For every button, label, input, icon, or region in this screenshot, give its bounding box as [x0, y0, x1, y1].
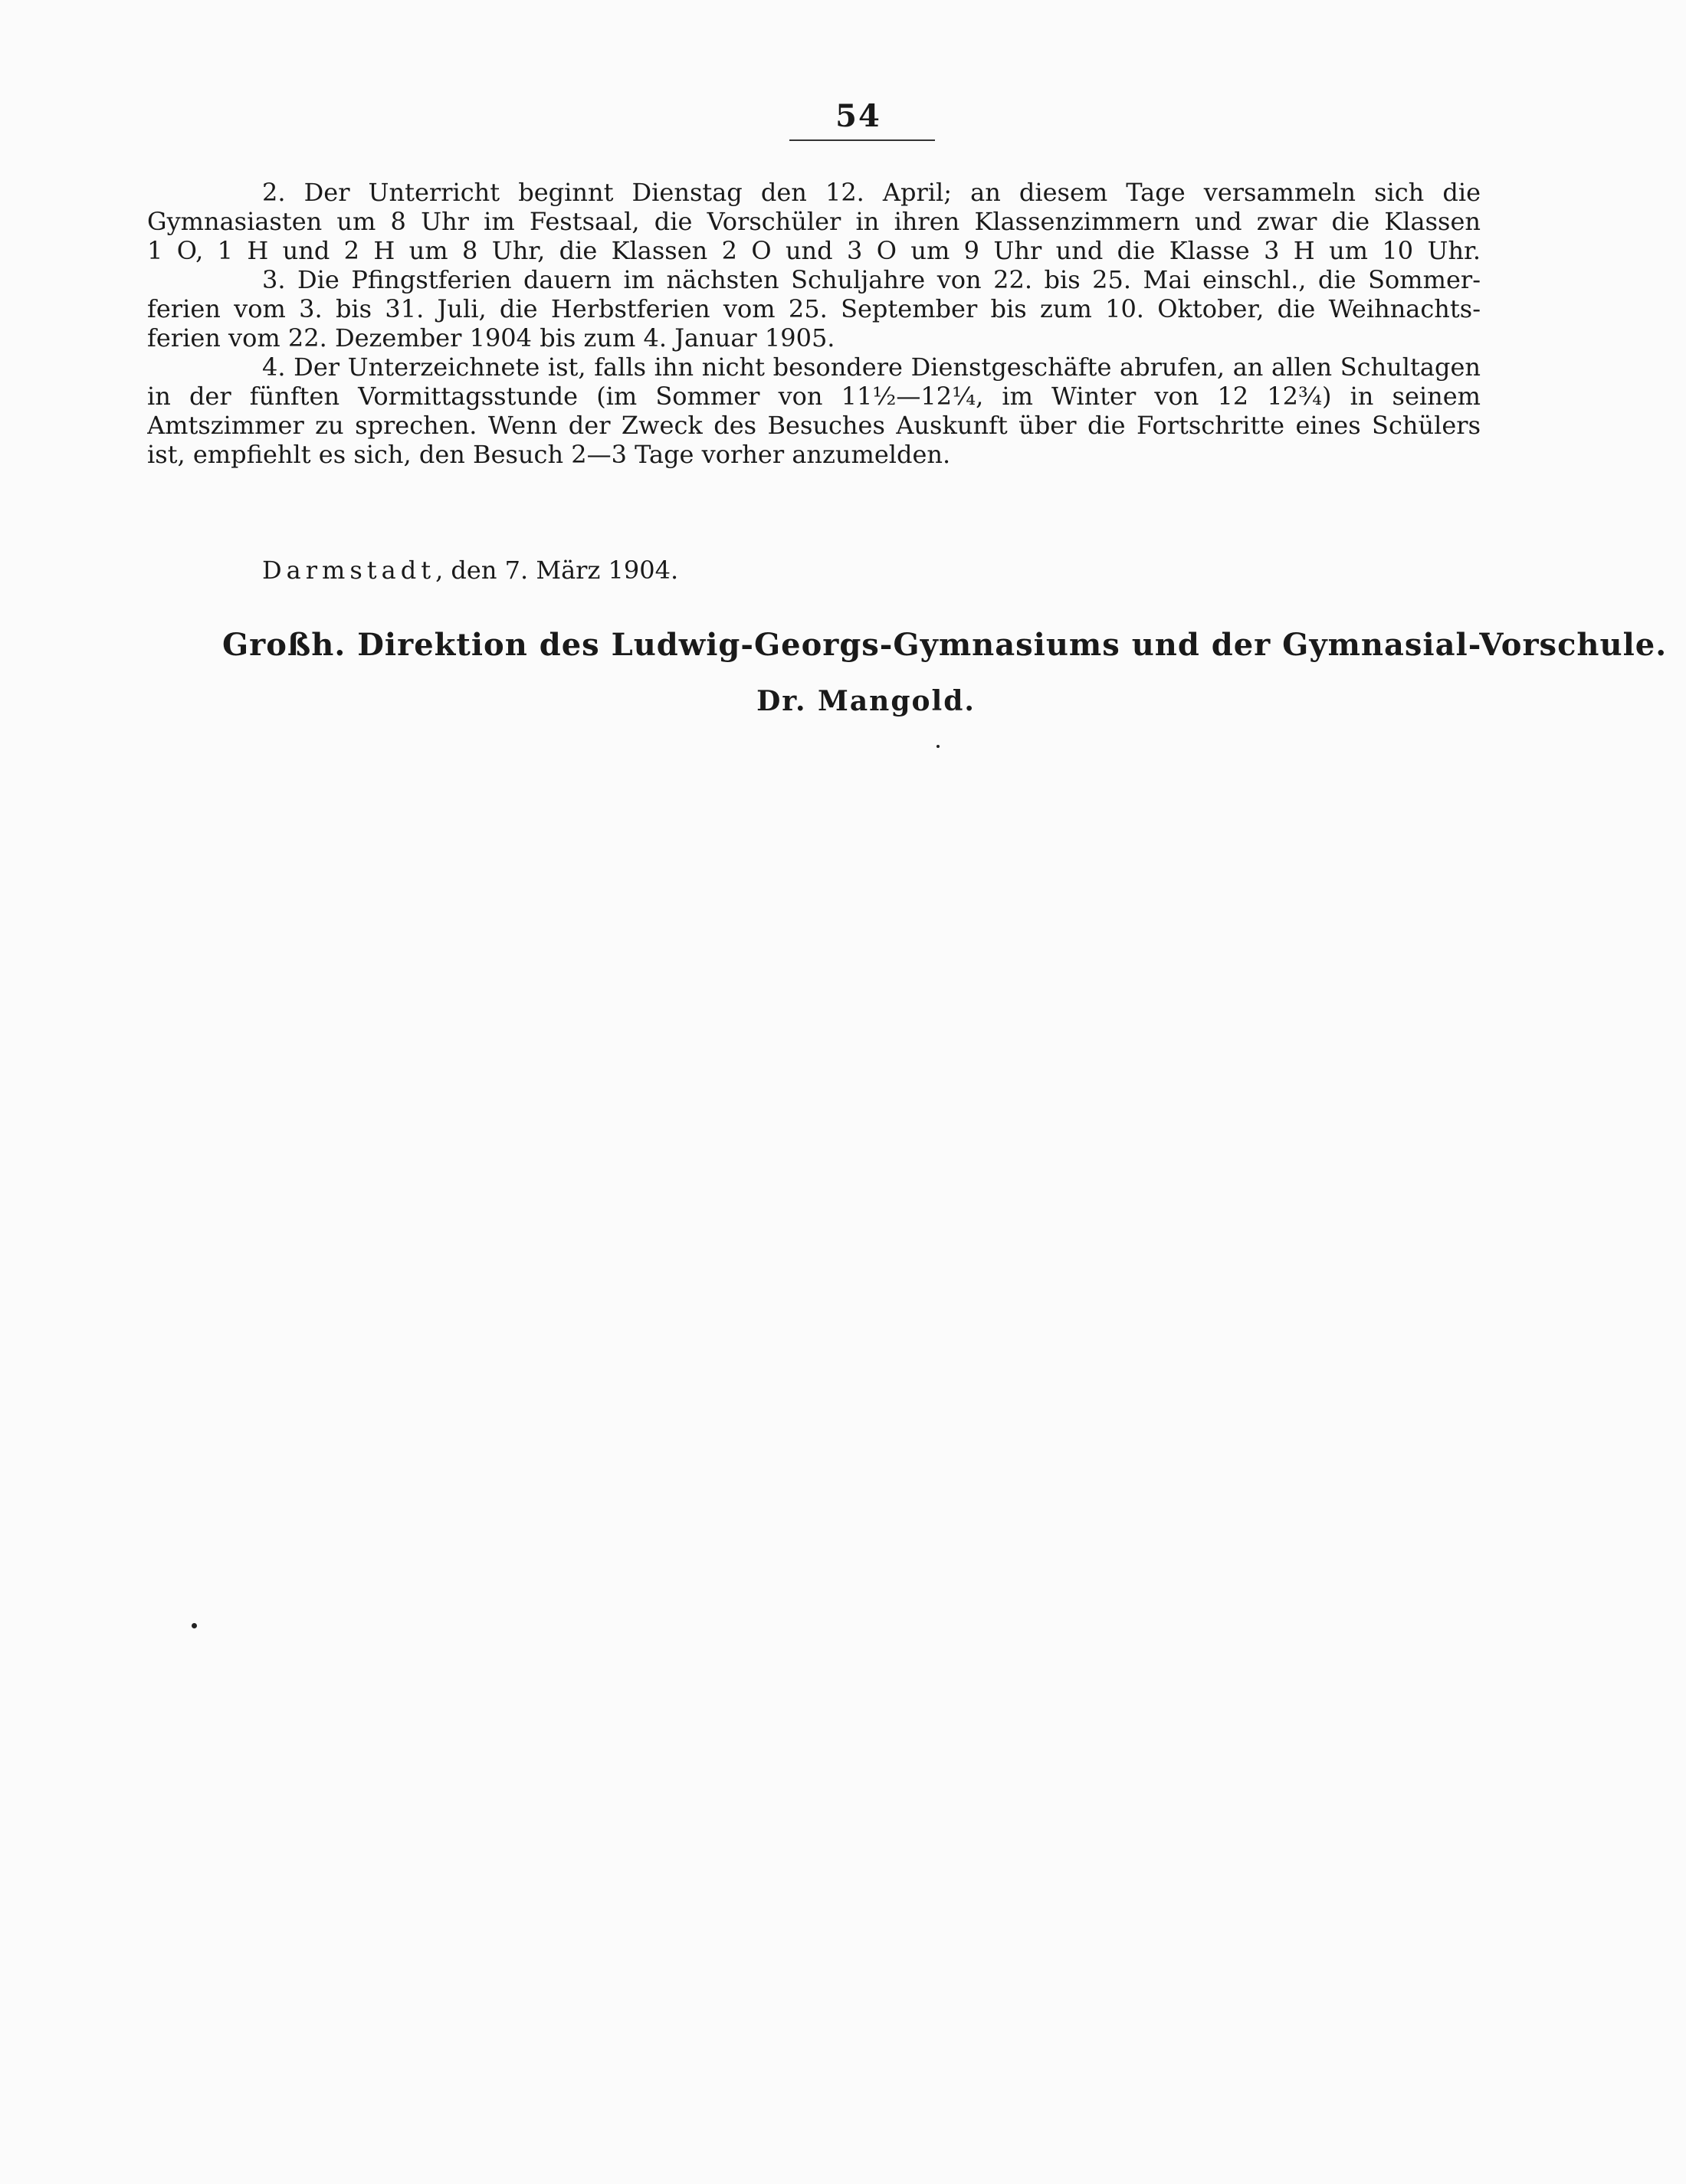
signature-title: Großh. Direktion des Ludwig-Georgs-Gymnasiums und der Gymnasial-Vorschule. — [222, 627, 1668, 663]
paragraph-3-line-2: ferien vom 3. bis 31. Juli, die Herbstferien vom 25. September bis zum 10. Oktober, die Weihnachts- — [147, 294, 1481, 323]
paragraph-4-line-1: 4. Der Unterzeichnete ist, falls ihn nicht besondere Dienstgeschäfte abrufen, an allen Schultagen — [262, 353, 1481, 382]
paragraph-2-line-1: 2. Der Unterricht beginnt Dienstag den 12. April; an diesem Tage versammeln sich die — [262, 178, 1481, 207]
paragraph-2-line-2: Gymnasiasten um 8 Uhr im Festsaal, die Vorschüler in ihren Klassenzimmern und zwar die Klassen — [147, 207, 1481, 236]
page-number: 54 — [835, 98, 881, 134]
page-number-rule — [789, 139, 935, 141]
paragraph-2-line-3: 1 O, 1 H und 2 H um 8 Uhr, die Klassen 2 O und 3 O um 9 Uhr und die Klasse 3 H um 10 Uhr. — [147, 236, 1481, 265]
paragraph-3-line-3: ferien vom 22. Dezember 1904 bis zum 4. Januar 1905. — [147, 323, 835, 353]
dateline-date: , den 7. März 1904. — [435, 556, 679, 585]
scan-speck — [192, 1623, 197, 1628]
dateline-place: Darmstadt — [262, 556, 436, 585]
paragraph-4-line-3: Amtszimmer zu sprechen. Wenn der Zweck des Besuches Auskunft über die Fortschritte eines Schülers — [147, 411, 1481, 440]
paragraph-4-line-4: ist, empfiehlt es sich, den Besuch 2—3 Tage vorher anzumelden. — [147, 440, 951, 469]
body-text — [147, 178, 1481, 469]
paragraph-4-line-2: in der fünften Vormittagsstunde (im Sommer von 11½—12¼, im Winter von 12 12¾) in seinem — [147, 382, 1481, 411]
paragraph-3-line-1: 3. Die Pfingstferien dauern im nächsten Schuljahre von 22. bis 25. Mai einschl., die Sommer- — [262, 265, 1481, 294]
scan-speck — [936, 745, 940, 748]
dateline — [262, 555, 678, 585]
signature-name: Dr. Mangold. — [756, 685, 976, 717]
